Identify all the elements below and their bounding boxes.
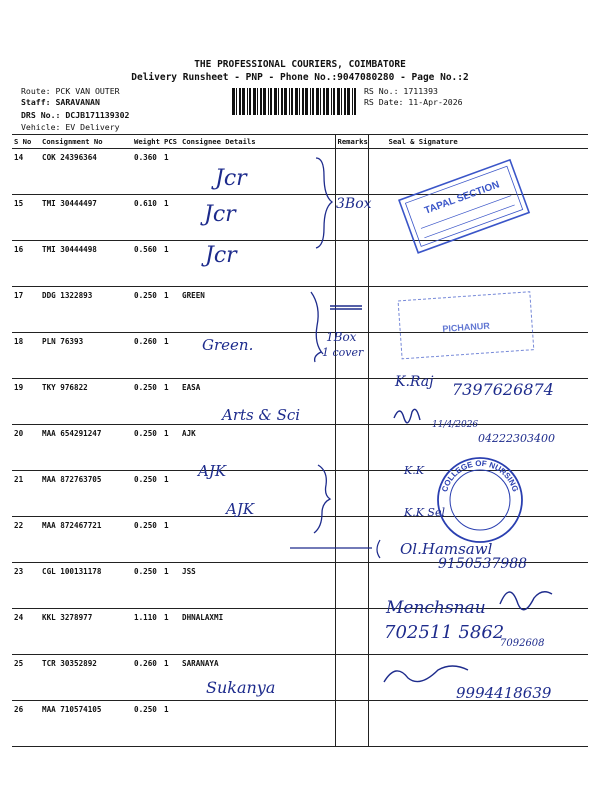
cell-sno: 23 (12, 563, 40, 609)
cell-pcs: 1 (162, 287, 180, 333)
cell-sno: 25 (12, 655, 40, 701)
cell-consignee: JSS (180, 563, 335, 609)
vehicle-label: Vehicle: EV Delivery (21, 122, 120, 132)
cell-sno: 18 (12, 333, 40, 379)
arrow-row-23 (290, 540, 380, 558)
pichanur-stamp-text: PICHANUR (442, 320, 491, 334)
note-sukanya-26: Sukanya (206, 678, 276, 697)
col-header-weight: Weight (132, 135, 162, 149)
note-arts-20: Arts & Sci (222, 406, 301, 424)
cell-weight: 0.250 (132, 425, 162, 471)
cell-pcs: 1 (162, 379, 180, 425)
brace-rows-21-22 (314, 465, 330, 533)
col-header-remarks: Remarks (335, 135, 368, 149)
cell-pcs: 1 (162, 241, 180, 287)
note-box-18: 1Box (326, 330, 357, 344)
note-jcr-14: Jcr (215, 166, 247, 191)
cell-pcs: 1 (162, 333, 180, 379)
note-cover-18: 1 cover (322, 346, 364, 359)
cell-sno: 17 (12, 287, 40, 333)
rs-date: RS Date: 11-Apr-2026 (364, 97, 463, 107)
cell-consignment: MAA 872763705 (40, 471, 132, 517)
phone-25b: 7092608 (500, 638, 545, 649)
document-subtitle: Delivery Runsheet - PNP - Phone No.:9047080280 - Page No.:2 (131, 72, 469, 83)
route-label: Route: PCK VAN OUTER (21, 86, 120, 96)
phone-25: 702511 5862 (384, 622, 505, 643)
note-jcr-16: Jcr (205, 243, 237, 268)
cell-sno: 20 (12, 425, 40, 471)
cell-sno: 16 (12, 241, 40, 287)
col-header-consignee: Consignee Details (180, 135, 335, 149)
cell-consignment: TKY 976822 (40, 379, 132, 425)
col-header-signature: Seal & Signature (368, 135, 588, 149)
cell-sno: 21 (12, 471, 40, 517)
drs-label: DRS No.: DCJB171139302 (21, 110, 130, 120)
phone-26: 9994418639 (456, 684, 552, 702)
cell-pcs: 1 (162, 517, 180, 563)
cell-consignee: DHNALAXMI (180, 609, 335, 655)
date-20: 11/4/2026 (432, 420, 479, 430)
cell-weight: 0.250 (132, 471, 162, 517)
cell-consignment: KKL 3278977 (40, 609, 132, 655)
cell-weight: 0.360 (132, 149, 162, 195)
cell-consignment: COK 24396364 (40, 149, 132, 195)
cell-consignment: PLN 76393 (40, 333, 132, 379)
college-stamp-text: COLLEGE OF NURSING (440, 458, 520, 493)
cell-pcs: 1 (162, 701, 180, 747)
cell-weight: 0.560 (132, 241, 162, 287)
document-title: THE PROFESSIONAL COURIERS, COIMBATORE (194, 59, 406, 70)
cell-pcs: 1 (162, 655, 180, 701)
col-header-sno: S No (12, 135, 40, 149)
col-header-consignment: Consignment No (40, 135, 132, 149)
cell-weight: 0.610 (132, 195, 162, 241)
cell-weight: 0.260 (132, 333, 162, 379)
cell-sno: 24 (12, 609, 40, 655)
cell-sno: 26 (12, 701, 40, 747)
cell-consignee: SARANAYA (180, 655, 335, 701)
phone-19: 7397626874 (452, 380, 554, 399)
sign-scribble-24 (500, 592, 552, 610)
rs-number: RS No.: 1711393 (364, 86, 438, 96)
tapal-stamp-text: TAPAL SECTION (423, 179, 502, 217)
note-ajk-21: AJK (198, 462, 227, 480)
sign-scribble-20 (394, 409, 420, 422)
cell-consignment: DDG 1322893 (40, 287, 132, 333)
signature-22: K.K Sel (404, 506, 445, 519)
cell-sno: 14 (12, 149, 40, 195)
cell-pcs: 1 (162, 425, 180, 471)
cell-pcs: 1 (162, 471, 180, 517)
cell-weight: 1.110 (132, 609, 162, 655)
cell-sno: 19 (12, 379, 40, 425)
note-jcr-15: Jcr (204, 202, 236, 227)
brace-rows-14-16 (316, 158, 332, 248)
note-box-15: 3Box (336, 196, 372, 212)
cell-consignment: TCR 30352892 (40, 655, 132, 701)
staff-label: Staff: SARAVANAN (21, 97, 100, 107)
cell-consignment: MAA 654291247 (40, 425, 132, 471)
signature-21: K.K (404, 464, 424, 477)
tapal-stamp (399, 160, 529, 253)
cell-consignee: EASA (180, 379, 335, 425)
cell-weight: 0.250 (132, 701, 162, 747)
cell-consignment: CGL 100131178 (40, 563, 132, 609)
signature-19: K.Raj (395, 374, 434, 390)
note-green-18: Green. (202, 336, 254, 354)
sign-scribble-26 (384, 666, 468, 682)
cell-consignment: MAA 872467721 (40, 517, 132, 563)
phone-20: 04222303400 (478, 432, 555, 445)
college-stamp (438, 458, 522, 542)
signature-24: Menchsnau (386, 598, 486, 618)
cell-consignment: TMI 30444498 (40, 241, 132, 287)
signature-23: Ol.Hamsawl (400, 540, 493, 558)
col-header-pcs: PCS (162, 135, 180, 149)
cell-weight: 0.250 (132, 563, 162, 609)
note-ajk-22: AJK (226, 500, 255, 518)
cell-consignment: MAA 710574105 (40, 701, 132, 747)
cell-sno: 15 (12, 195, 40, 241)
phone-23: 9150537988 (438, 556, 528, 572)
cell-pcs: 1 (162, 609, 180, 655)
cell-weight: 0.250 (132, 287, 162, 333)
cell-sno: 22 (12, 517, 40, 563)
cell-weight: 0.250 (132, 517, 162, 563)
scribble-row-17 (330, 306, 362, 309)
cell-pcs: 1 (162, 563, 180, 609)
cell-consignee: GREEN (180, 287, 335, 333)
cell-weight: 0.250 (132, 379, 162, 425)
cell-pcs: 1 (162, 195, 180, 241)
pichanur-stamp (398, 292, 534, 359)
cell-consignee: AJK (180, 425, 335, 471)
cell-pcs: 1 (162, 149, 180, 195)
cell-weight: 0.260 (132, 655, 162, 701)
cell-consignment: TMI 30444497 (40, 195, 132, 241)
